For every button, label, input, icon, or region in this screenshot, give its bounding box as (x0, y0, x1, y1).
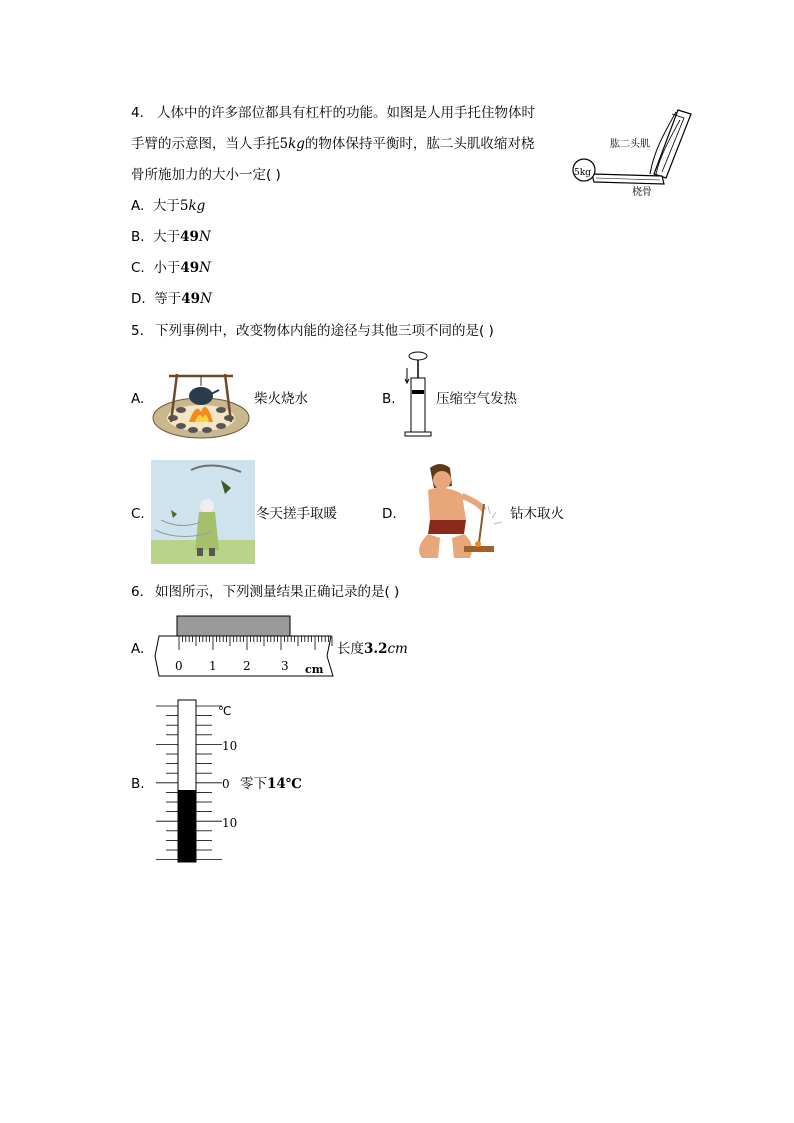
q4-weight-label: 5kg (574, 168, 591, 178)
ruler-tick-label-1: 1 (209, 659, 217, 673)
q4-bone-label: 桡骨 (632, 187, 652, 198)
thermometer-figure (150, 700, 230, 864)
drilling-wood-fire-icon (404, 458, 504, 562)
thermometer-tick-10-top: 10 (222, 739, 238, 753)
q5-option-a-caption: 柴火烧水 (254, 391, 308, 407)
q4-number: 4. (131, 105, 144, 121)
q6-option-a-caption: 长度3.2cm (337, 641, 408, 657)
thermometer-unit: ℃ (218, 704, 232, 718)
q4-muscle-label: 肱二头肌 (610, 139, 650, 150)
rubbing-hands-winter-icon (151, 460, 255, 564)
air-compression-piston-icon (402, 350, 434, 440)
ruler-tick-label-0: 0 (175, 659, 183, 673)
q6-number: 6. (131, 584, 144, 600)
q4-option-c[interactable]: C. 小于49N (131, 260, 211, 276)
q5-option-b-caption: 压缩空气发热 (436, 391, 517, 407)
q6-stem: 如图所示，下列测量结果正确记录的是( ) (155, 584, 400, 600)
q5-option-d-letter[interactable]: D. (382, 506, 397, 522)
q4-option-b[interactable]: B. 大于49N (131, 229, 211, 245)
campfire-kettle-icon (151, 362, 251, 442)
q4-option-a[interactable]: A. 大于5kg (131, 198, 206, 214)
q5-option-c-letter[interactable]: C. (131, 506, 145, 522)
ruler-tick-label-2: 2 (243, 659, 251, 673)
q5-option-d-caption: 钻木取火 (510, 506, 564, 522)
q4-stem-line1: 人体中的许多部位都具有杠杆的功能。如图是人用手托住物体时 (157, 105, 535, 121)
q6-option-b-caption: 零下14℃ (240, 776, 302, 792)
q6-option-a-letter[interactable]: A. (131, 641, 145, 657)
q5-stem: 下列事例中，改变物体内能的途径与其他三项不同的是( ) (155, 323, 494, 339)
q5-number: 5. (131, 323, 144, 339)
q5-option-b-letter[interactable]: B. (382, 391, 396, 407)
thermometer-tick-10-bottom: 10 (222, 816, 238, 830)
ruler-tick-label-3: 3 (281, 659, 289, 673)
q5-option-c-caption: 冬天搓手取暖 (256, 506, 337, 522)
ruler-unit: cm (305, 663, 324, 676)
q4-option-d[interactable]: D. 等于49N (131, 291, 212, 307)
q5-option-a-letter[interactable]: A. (131, 391, 145, 407)
q6-option-b-letter[interactable]: B. (131, 776, 145, 792)
thermometer-tick-0: 0 (222, 777, 230, 791)
q4-stem-line2: 手臂的示意图，当人手托5kg的物体保持平衡时，肱二头肌收缩对桡 (131, 136, 535, 152)
q4-stem-line3: 骨所施加力的大小一定( ) (131, 167, 281, 183)
